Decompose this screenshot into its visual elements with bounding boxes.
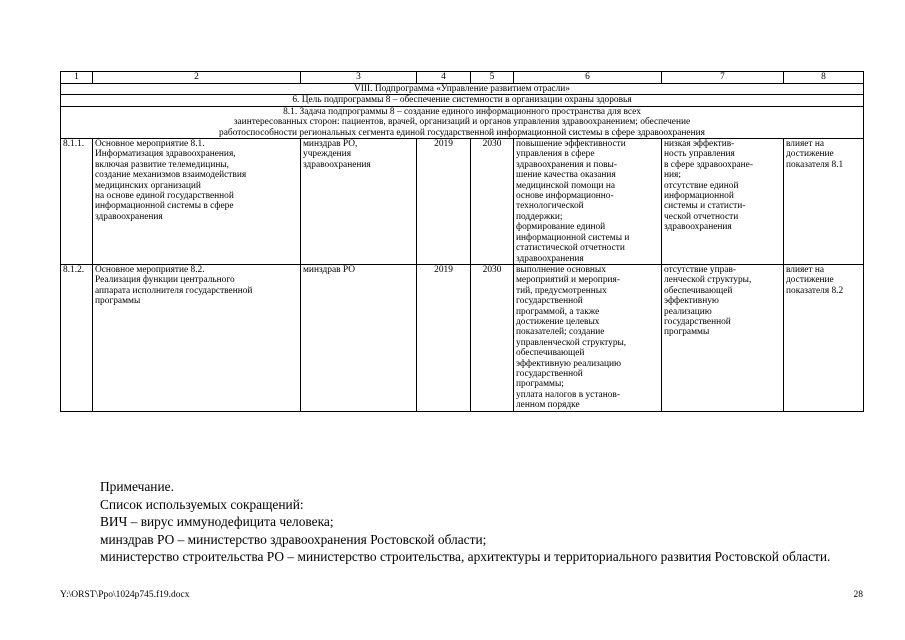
goal-title: 6. Цель подпрограммы 8 – обеспечение системности в организации охраны здоровья (61, 95, 864, 106)
abbreviation-item: министерство строительства РО – министерство строительства, архитектуры и территориального развития Ростовской области. (100, 549, 831, 564)
indicator-link: влияет на достижение показателя 8.2 (784, 264, 864, 411)
column-number: 4 (417, 72, 471, 84)
column-number: 1 (61, 72, 93, 84)
column-number: 3 (301, 72, 417, 84)
table-row (61, 139, 864, 265)
column-number: 6 (514, 72, 662, 84)
file-path: Y:\ORST\Ppo\1024p745.f19.docx (60, 590, 190, 600)
row-number: 8.1.1. (61, 139, 93, 265)
indicator-link: влияет на достижение показателя 8.1 (784, 139, 864, 265)
section-title-row (61, 84, 864, 95)
notes-block (60, 478, 863, 566)
abbreviation-item: минздрав РО – министерство здравоохранения Ростовской области; (100, 531, 487, 547)
column-number: 8 (784, 72, 864, 84)
column-number: 2 (93, 72, 301, 84)
column-number: 5 (471, 72, 514, 84)
expected-result: выполнение основных мероприятий и мероприя- тий, предусмотренных государственной программой, а также достижение целевых показателей; создание управленческой структуры, обеспечивающей эффективную реализацию государственной программы; уплата налогов в установ- ленном порядке (514, 264, 662, 411)
page-number: 28 (853, 590, 863, 600)
activity-name: Основное мероприятие 8.2. Реализация функции центрального аппарата исполнителя государственной программы (93, 264, 301, 411)
executor: минздрав РО, учреждения здравоохранения (301, 139, 417, 265)
notes-title: Примечание. (100, 479, 174, 494)
program-table (60, 71, 864, 412)
non-implementation-consequence: низкая эффектив- ность управления в сфере здравоохране- ния; отсутствие единой информационной системы и статисти- ческой отчетности здравоохранения (662, 139, 784, 265)
abbreviations-intro: Список используемых сокращений: (100, 496, 304, 512)
start-year: 2019 (417, 139, 471, 265)
column-number-row (61, 72, 864, 84)
goal-row (61, 95, 864, 106)
column-number: 7 (662, 72, 784, 84)
task-title: 8.1. Задача подпрограммы 8 – создание единого информационного пространства для всех заинтересованных сторон: пациентов, врачей, организаций и органов управления здравоохранением; обеспечение работоспособности региональных сегмента единой государственной информационной системы в сфере здравоохранения (61, 106, 864, 138)
activity-name: Основное мероприятие 8.1. Информатизация здравоохранения, включая развитие телемедицины, создание механизмов взаимодействия медицинских организаций на основе единой государственной информационной системы в сфере здравоохранения (93, 139, 301, 265)
executor: минздрав РО (301, 264, 417, 411)
task-row (61, 106, 864, 138)
non-implementation-consequence: отсутствие управ- ленческой структуры, обеспечивающей эффективную реализацию государственной программы (662, 264, 784, 411)
section-title: VIII. Подпрограмма «Управление развитием отрасли» (61, 84, 864, 95)
expected-result: повышение эффективности управления в сфере здравоохранения и повы- шение качества оказания медицинской помощи на основе информационно- технологической поддержки; формирование единой информационной системы и статистической отчетности здравоохранения (514, 139, 662, 265)
table-row (61, 264, 864, 411)
abbreviation-item: ВИЧ – вирус иммунодефицита человека; (100, 514, 334, 529)
row-number: 8.1.2. (61, 264, 93, 411)
start-year: 2019 (417, 264, 471, 411)
end-year: 2030 (471, 139, 514, 265)
end-year: 2030 (471, 264, 514, 411)
